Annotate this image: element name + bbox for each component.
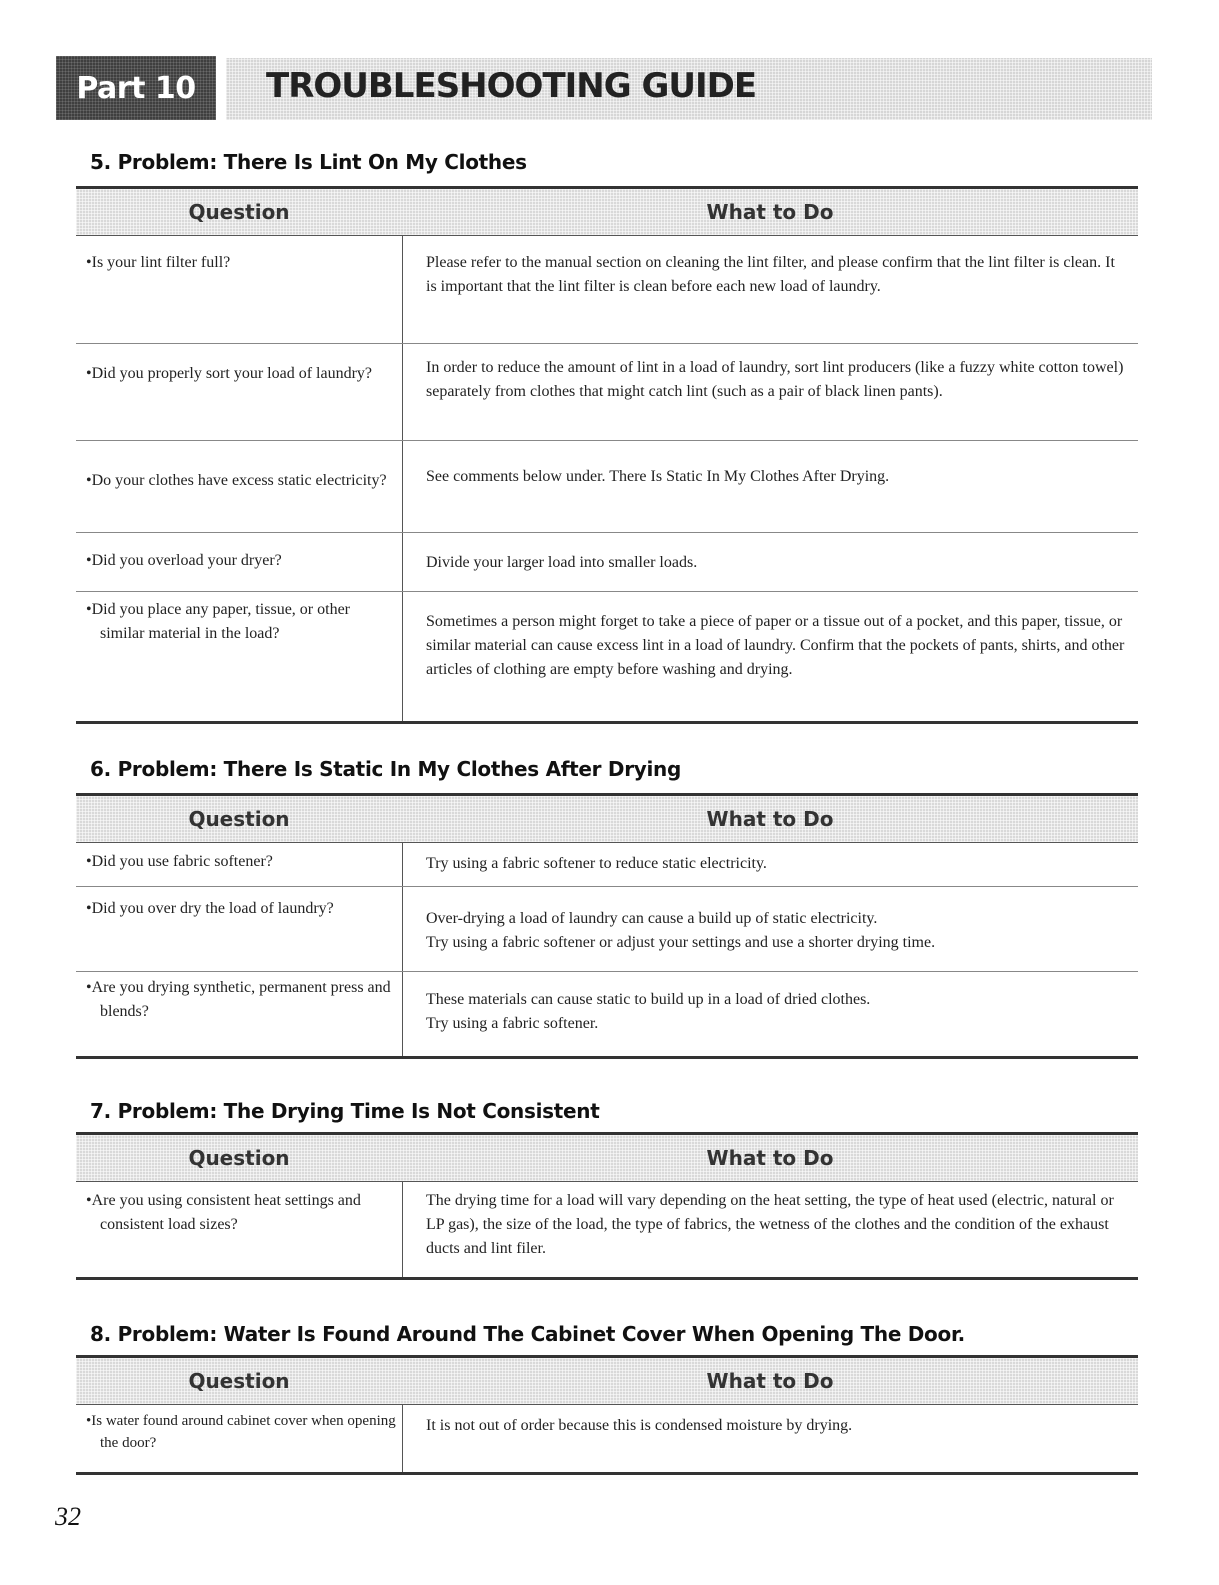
table-row xyxy=(76,887,1138,972)
table-row xyxy=(76,533,1138,592)
answer-cell: It is not out of order because this is condensed moisture by drying. xyxy=(426,1417,853,1434)
section-title: 6. Problem: There Is Static In My Clothes After Drying xyxy=(90,757,682,781)
what-to-do-header: What to Do xyxy=(706,807,834,831)
table-row xyxy=(76,592,1138,724)
table-row xyxy=(76,1404,1138,1475)
answer-cell: Sometimes a person might forget to take a piece of paper or a tissue out of a pocket, and this paper, tissue, or similar material can cause excess lint in a load of laundry. Confirm that the pockets of pants, shirts, and other articles of clothing are empty before washing and drying. xyxy=(426,613,1125,678)
question-header: Question xyxy=(188,1146,290,1170)
table-header xyxy=(76,1132,1138,1182)
table-row xyxy=(76,441,1138,533)
question-header: Question xyxy=(188,807,290,831)
question-cell: • Did you place any paper, tissue, or other similar material in the load? xyxy=(86,598,396,646)
header-banner xyxy=(56,56,1152,120)
page-title: TROUBLESHOOTING GUIDE xyxy=(266,66,757,106)
answer-cell: These materials can cause static to build up in a load of dried clothes. Try using a fabric softener. xyxy=(426,991,871,1032)
question-header: Question xyxy=(188,1369,290,1393)
title-bar xyxy=(226,58,1152,120)
question-cell: • Did you over dry the load of laundry? xyxy=(86,897,396,921)
answer-cell: Divide your larger load into smaller loads. xyxy=(426,554,698,571)
table-row xyxy=(76,842,1138,887)
answer-cell: Please refer to the manual section on cleaning the lint filter, and please confirm that the lint filter is clean. It is important that the lint filter is clean before each new load of laundry. xyxy=(426,254,1115,295)
table-row xyxy=(76,1181,1138,1280)
question-cell: • Is water found around cabinet cover when opening the door? xyxy=(86,1410,396,1454)
answer-cell: Try using a fabric softener to reduce static electricity. xyxy=(426,855,767,872)
troubleshoot-table xyxy=(76,793,1138,1059)
question-cell: • Are you drying synthetic, permanent press and blends? xyxy=(86,976,396,1024)
troubleshoot-table xyxy=(76,1132,1138,1280)
section-title: 5. Problem: There Is Lint On My Clothes xyxy=(90,150,527,174)
table-row xyxy=(76,972,1138,1059)
answer-cell: Over-drying a load of laundry can cause a build up of static electricity. Try using a fabric softener or adjust your settings and use a shorter drying time. xyxy=(426,910,936,951)
question-cell: • Are you using consistent heat settings and consistent load sizes? xyxy=(86,1189,396,1237)
section-title: 7. Problem: The Drying Time Is Not Consistent xyxy=(90,1099,600,1123)
table-row xyxy=(76,235,1138,344)
table-header xyxy=(76,186,1138,236)
troubleshoot-table xyxy=(76,1355,1138,1475)
what-to-do-header: What to Do xyxy=(706,1146,834,1170)
what-to-do-header: What to Do xyxy=(706,1369,834,1393)
answer-cell: In order to reduce the amount of lint in a load of laundry, sort lint producers (like a fuzzy white cotton towel) separately from clothes that might catch lint (such as a pair of black linen pants). xyxy=(426,359,1124,400)
table-row xyxy=(76,344,1138,441)
table-header xyxy=(76,793,1138,843)
question-cell: • Did you use fabric softener? xyxy=(86,850,396,874)
troubleshoot-table xyxy=(76,186,1138,724)
section-title: 8. Problem: Water Is Found Around The Cabinet Cover When Opening The Door. xyxy=(90,1322,965,1346)
answer-cell: The drying time for a load will vary depending on the heat setting, the type of heat used (electric, natural or LP gas), the size of the load, the type of fabrics, the wetness of the clothes and the condition of the exhaust ducts and lint filer. xyxy=(426,1192,1114,1257)
answer-cell: See comments below under. There Is Static In My Clothes After Drying. xyxy=(426,468,890,485)
question-cell: • Did you overload your dryer? xyxy=(86,549,396,573)
question-cell: • Did you properly sort your load of laundry? xyxy=(86,362,396,386)
table-header xyxy=(76,1355,1138,1405)
what-to-do-header: What to Do xyxy=(706,200,834,224)
question-header: Question xyxy=(188,200,290,224)
question-cell: • Do your clothes have excess static electricity? xyxy=(86,469,396,493)
part-label: Part 10 xyxy=(56,56,216,120)
page-number: 32 xyxy=(55,1502,81,1531)
question-cell: • Is your lint filter full? xyxy=(86,251,396,275)
